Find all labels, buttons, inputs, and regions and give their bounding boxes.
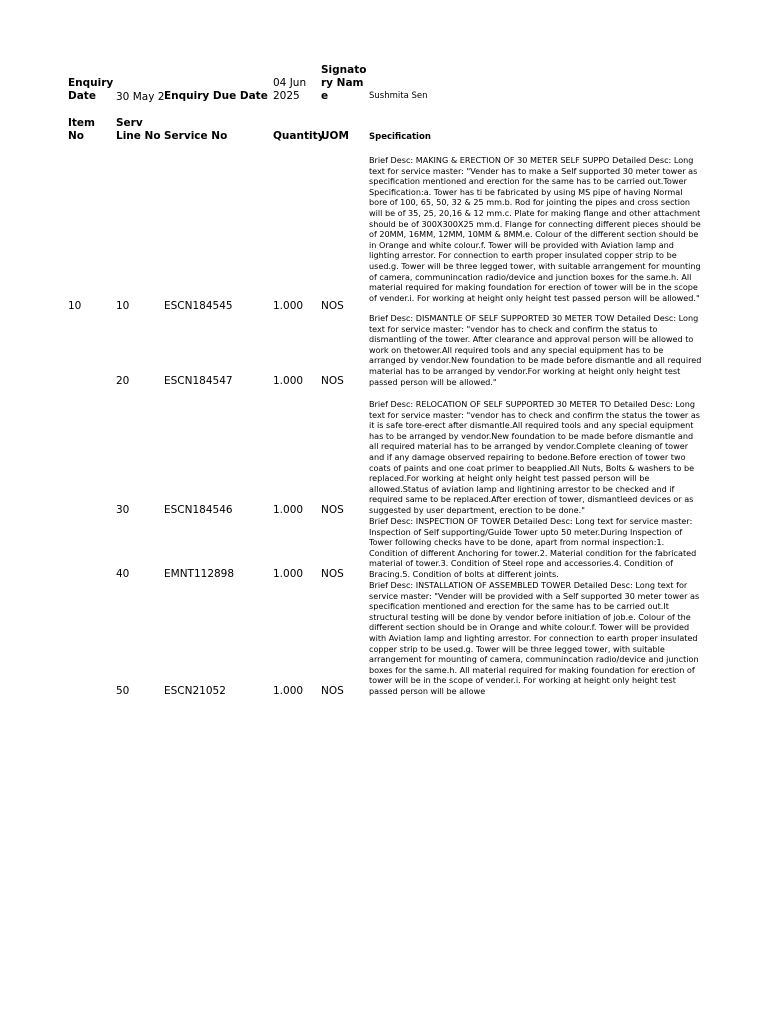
quantity-cell: 1.000 <box>273 375 304 387</box>
specification-cell: Brief Desc: RELOCATION OF SELF SUPPORTED 30 METER TO Detailed Desc: Long text for service master: "vendor has to check and confirm the status the tower as it is safe tore-erect after dismantle.All required tools and any special equipment has to be arranged by vendor.New foundation to be made before dismantle and all required material has to be arranged by vendor.Complete cleaning of tower and if any damage observed repairing to bedone.Before erection of tower two coats of paints and one coat primer to beapplied.All Nuts, Bolts & washers to be replaced.For working at height only height test passed person will be allowed.Status of aviation lamp and lightining arrestor to be checked and if required same to be replaced.After erection of tower, dismantleed devices or as suggested by user department, erection to be done." <box>369 399 700 515</box>
column-header-serv-line-no: Serv Line No <box>116 117 161 142</box>
quantity-cell: 1.000 <box>273 300 304 312</box>
column-header-specification: Specification <box>369 132 431 142</box>
item-no-cell: 10 <box>68 300 82 312</box>
quantity-cell: 1.000 <box>273 685 304 697</box>
service-no-cell: ESCN184547 <box>164 375 233 387</box>
quantity-cell: 1.000 <box>273 568 304 580</box>
uom-cell: NOS <box>321 504 344 516</box>
enquiry-date-value: 30 May 2 <box>116 91 165 103</box>
enquiry-due-date-value: 04 Jun 2025 <box>273 77 307 102</box>
uom-cell: NOS <box>321 685 344 697</box>
enquiry-date-label <box>68 77 118 103</box>
enquiry-date-label-text: Enquiry Date <box>68 77 114 102</box>
service-no-cell: ESCN184545 <box>164 300 233 312</box>
specification-cell: Brief Desc: INSTALLATION OF ASSEMBLED TOWER Detailed Desc: Long text for service master: "Vender will be provided with a Self supported 30 meter tower as specification mentioned and erection for the same has to be carried out.It structural testing will be done by vendor before initiation of job.e. Colour of the different section should be in Orange and white colour.f. Tower will be provided with Aviation lamp and lighting arrestor. For connection to earth proper insulated copper strip to be used.g. Tower will be three legged tower, with suitable arrangement for mounting of camera, communincation radio/device and junction boxes for the same.h. All material required for making foundation for erection of tower will be in the scope of vender.i. For working at height only height test passed person will be allowe <box>369 580 700 696</box>
line-no-cell: 30 <box>116 504 130 516</box>
column-header-uom: UOM <box>321 130 349 142</box>
signatory-name-value: Sushmita Sen <box>369 91 428 101</box>
uom-cell: NOS <box>321 568 344 580</box>
service-no-cell: ESCN184546 <box>164 504 233 516</box>
specification-cell: Brief Desc: MAKING & ERECTION OF 30 METER SELF SUPPO Detailed Desc: Long text for service master: "Vender has to make a Self supported 30 meter tower as specification mentioned and erection for the same has to be carried out.Tower Specification:a. Tower has ti be fabricated by using MS pipe of having Normal bore of 100, 65, 50, 32 & 25 mm.b. Rod for jointing the pipes and cross section will be of 35, 25, 20,16 & 12 mm.c. Plate for making flange and other attachment should be of 300X300X25 mm.d. Flange for connecting different pieces should be of 20MM, 16MM, 12MM, 10MM & 8MM.e. Colour of the different section should be in Orange and white colour.f. Tower will be provided with Aviation lamp and lighting arrestor. For connection to earth proper insulated copper strip to be used.g. Tower will be three legged tower, with suitable arrangement for mounting of camera, communincation radio/device and junction boxes for the same.h. All material required for making foundation for erection of tower will be in the scope of vender.i. For working at height only height test passed person will be allowed." <box>369 155 701 303</box>
column-header-service-no: Service No <box>164 130 228 142</box>
line-no-cell: 20 <box>116 375 130 387</box>
line-no-cell: 40 <box>116 568 130 580</box>
enquiry-due-date-label: Enquiry Due Date <box>164 90 268 102</box>
service-no-cell: EMNT112898 <box>164 568 235 580</box>
quantity-cell: 1.000 <box>273 504 304 516</box>
signatory-name-label: Signatory Name <box>321 64 367 102</box>
service-no-cell: ESCN21052 <box>164 685 226 697</box>
line-no-cell: 50 <box>116 685 130 697</box>
specification-cell: Brief Desc: DISMANTLE OF SELF SUPPORTED 30 METER TOW Detailed Desc: Long text for service master: "vendor has to check and confirm the status to dismantling of the tower. After clearance and approval person will be allowed to work on thetower.All required tools and any special equipment has to be arranged by vendor.New foundation to be made before dismantle and all required material has to be arranged by vendor.For working at height only height test passed person will be allowed." <box>369 313 702 387</box>
column-header-quantity: Quantity <box>273 130 325 142</box>
column-header-item-no: Item No <box>68 117 95 142</box>
uom-cell: NOS <box>321 300 344 312</box>
specification-cell: Brief Desc: INSPECTION OF TOWER Detailed Desc: Long text for service master: Inspection of Self supporting/Guide Tower upto 50 meter.During Inspection of Tower following checks have to be done, apart from normal inspection:1. Condition of different Anchoring for tower.2. Material condition for the fabricated material of tower.3. Condition of Steel rope and accessories.4. Condition of Bracing.5. Condition of bolts at different joints. <box>369 516 697 579</box>
line-no-cell: 10 <box>116 300 130 312</box>
uom-cell: NOS <box>321 375 344 387</box>
